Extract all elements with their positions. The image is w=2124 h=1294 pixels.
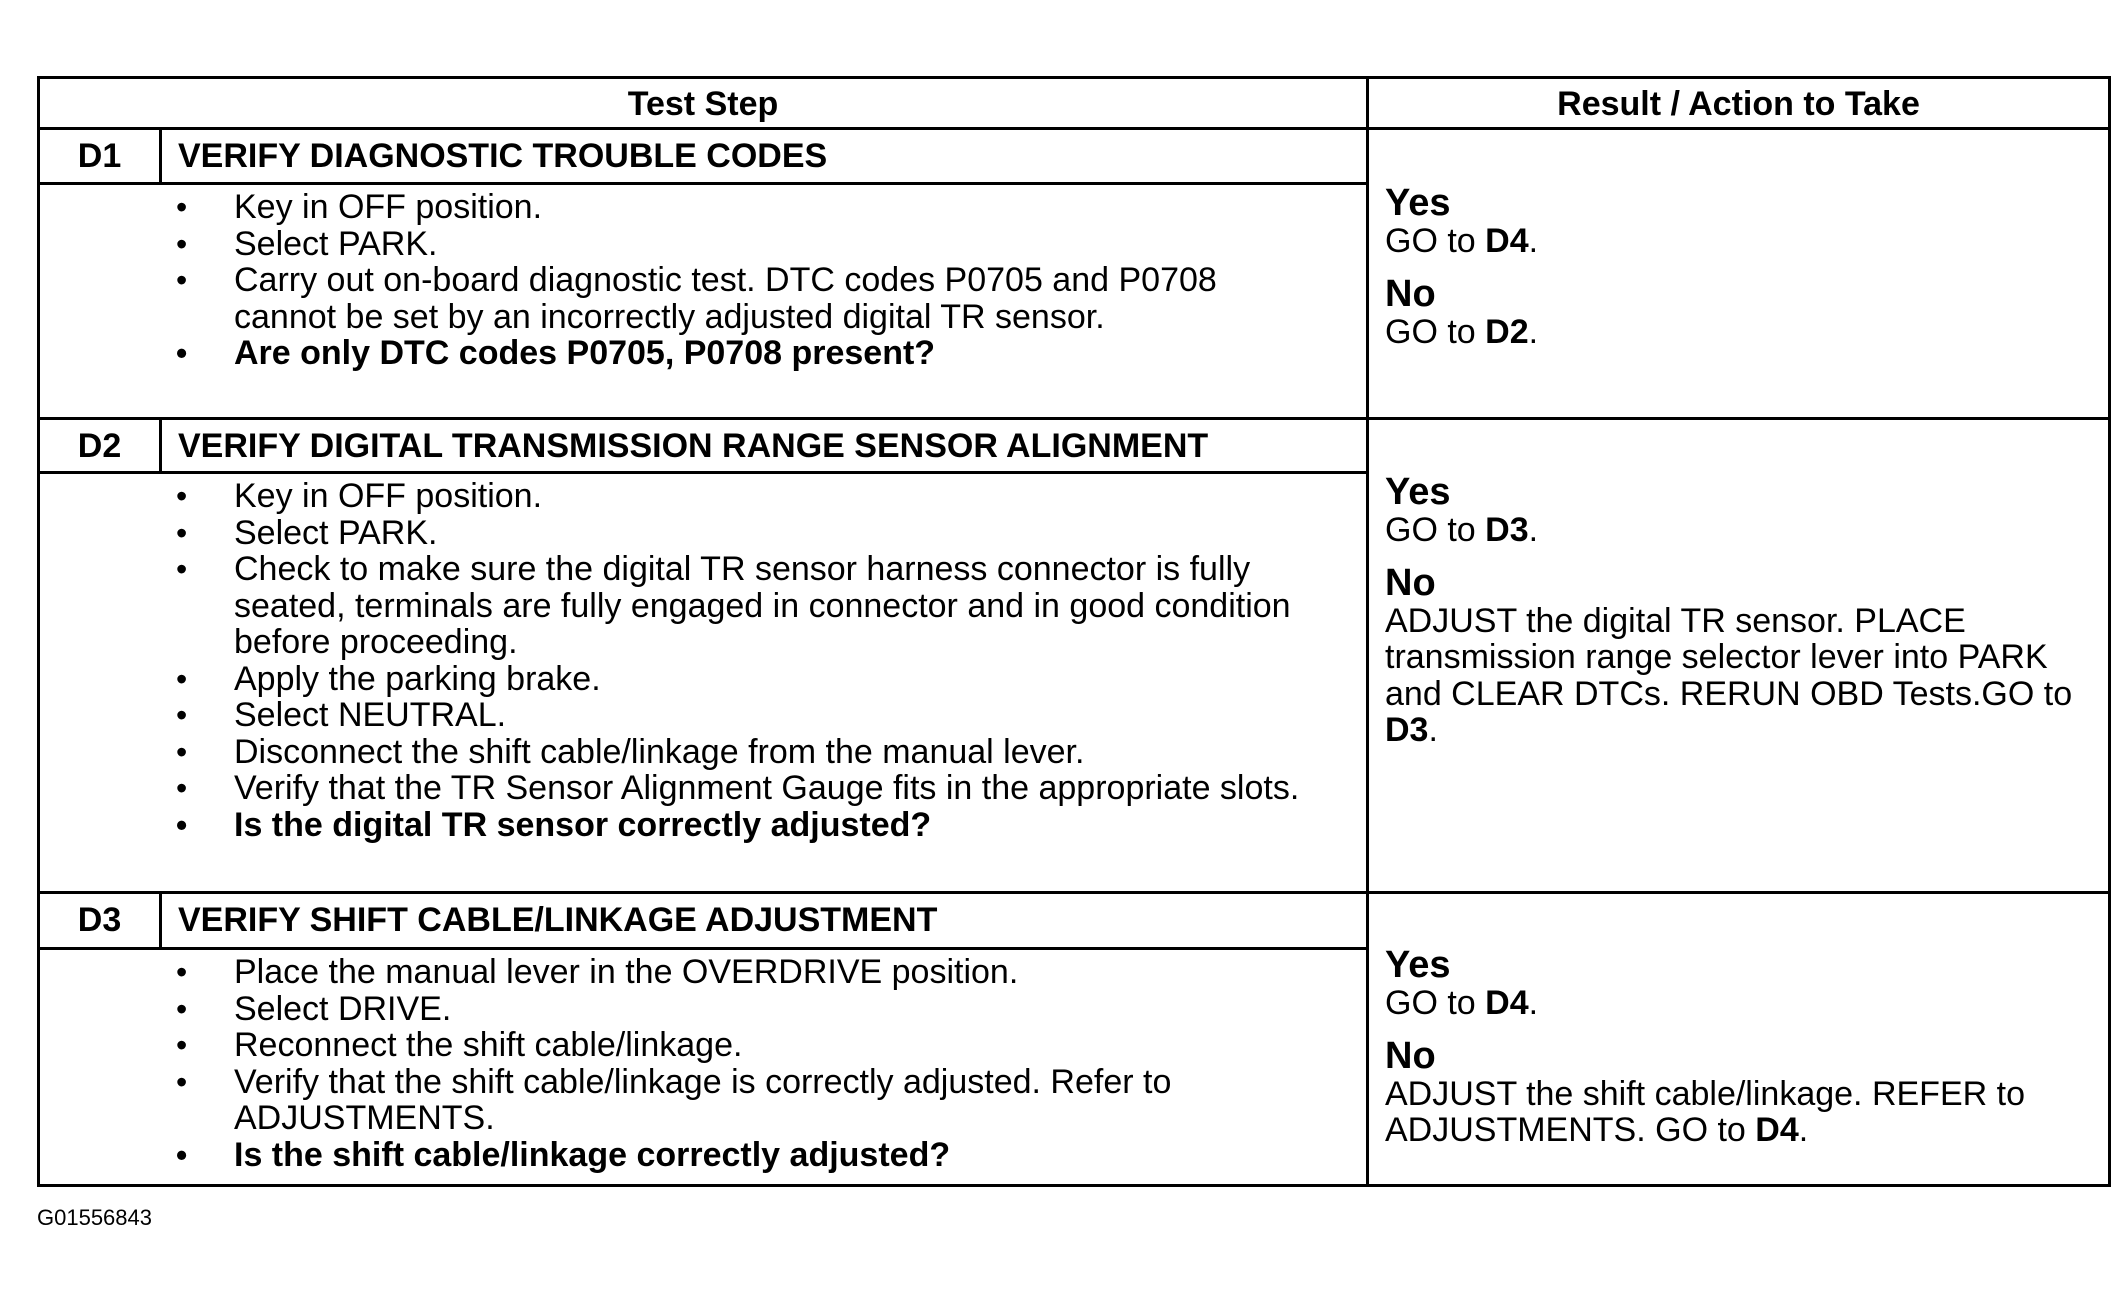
no-label: No [1385, 561, 1436, 604]
no-action: GO to D2. [1385, 312, 1539, 351]
test-step-header: Test Step [627, 85, 779, 123]
instruction-item: • Select PARK. [40, 515, 1366, 552]
step-instructions-d1 [40, 189, 1366, 372]
no-action: ADJUST the shift cable/linkage. REFER to ADJUSTMENTS. GO to D4. [1385, 1074, 2025, 1149]
instruction-question: • Is the digital TR sensor correctly adjusted? [40, 807, 1366, 844]
instruction-item: • Place the manual lever in the OVERDRIVE position. [40, 954, 1366, 991]
figure-code: G01556843 [37, 1205, 152, 1230]
instruction-item: • Select NEUTRAL. [40, 697, 1366, 734]
step-title-d2: VERIFY DIGITAL TRANSMISSION RANGE SENSOR ALIGNMENT [178, 427, 1209, 465]
instruction-item: • Key in OFF position. [40, 478, 1366, 515]
instruction-question: • Are only DTC codes P0705, P0708 present? [40, 335, 1366, 372]
instruction-item: • Carry out on-board diagnostic test. DTC codes P0705 and P0708 cannot be set by an incorrectly adjusted digital TR sensor. [40, 262, 1366, 335]
result-d2 [1369, 472, 2108, 749]
step-instructions-d2 [40, 478, 1366, 843]
result-d1 [1369, 183, 2108, 350]
instruction-item: • Disconnect the shift cable/linkage from the manual lever. [40, 734, 1366, 771]
no-action: ADJUST the digital TR sensor. PLACE transmission range selector lever into PARK and CLEAR DTCs. RERUN OBD Tests.GO to D3. [1385, 601, 2073, 749]
step-id-d3: D3 [77, 901, 122, 939]
result-d3 [1369, 945, 2108, 1149]
step-instructions-d3 [40, 954, 1366, 1173]
step-title-d1: VERIFY DIAGNOSTIC TROUBLE CODES [178, 137, 828, 175]
yes-action: GO to D3. [1385, 511, 1539, 549]
no-label: No [1385, 1034, 1436, 1077]
yes-action: GO to D4. [1385, 222, 1539, 260]
yes-label: Yes [1385, 944, 1451, 986]
instruction-item: • Check to make sure the digital TR sensor harness connector is fully seated, terminals are fully engaged in connector and in good condition before proceeding. [40, 551, 1366, 661]
step-id-d1: D1 [77, 137, 122, 175]
step-id-d2: D2 [77, 427, 122, 465]
instruction-item: • Select DRIVE. [40, 991, 1366, 1028]
diagnostic-table [37, 76, 2111, 1187]
instruction-item: • Select PARK. [40, 226, 1366, 263]
instruction-item: • Verify that the shift cable/linkage is correctly adjusted. Refer to ADJUSTMENTS. [40, 1064, 1366, 1137]
instruction-item: • Apply the parking brake. [40, 661, 1366, 698]
yes-action: GO to D4. [1385, 984, 1539, 1022]
yes-label: Yes [1385, 182, 1451, 224]
yes-label: Yes [1385, 471, 1451, 513]
step-title-d3: VERIFY SHIFT CABLE/LINKAGE ADJUSTMENT [178, 901, 938, 939]
instruction-question: • Is the shift cable/linkage correctly adjusted? [40, 1137, 1366, 1174]
instruction-item: • Key in OFF position. [40, 189, 1366, 226]
result-action-header: Result / Action to Take [1557, 85, 1920, 123]
instruction-item: • Reconnect the shift cable/linkage. [40, 1027, 1366, 1064]
instruction-item: • Verify that the TR Sensor Alignment Gauge fits in the appropriate slots. [40, 770, 1366, 807]
no-label: No [1385, 272, 1436, 315]
